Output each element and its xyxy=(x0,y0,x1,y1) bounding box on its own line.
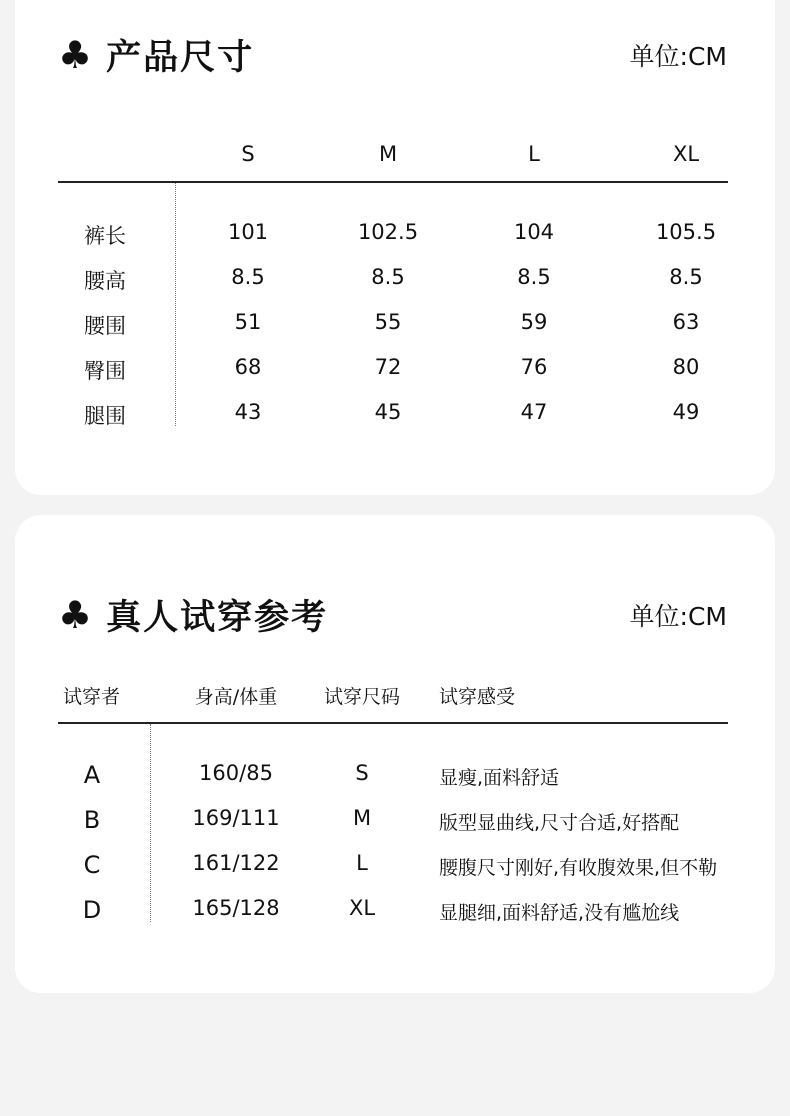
table-cell: 59 xyxy=(520,310,548,334)
table-cell: 68 xyxy=(234,355,262,379)
table-cell: 47 xyxy=(520,400,548,424)
table-row xyxy=(58,761,728,806)
table-cell: 49 xyxy=(672,400,700,424)
row-label: 臀围 xyxy=(84,359,126,383)
try-on-table-body xyxy=(58,724,728,941)
row-label: 腰高 xyxy=(84,269,126,293)
table-cell: 8.5 xyxy=(669,265,703,289)
person-cell: A xyxy=(83,761,101,789)
column-header-xl: XL xyxy=(672,142,700,166)
table-row xyxy=(58,355,728,400)
feeling-cell: 显腿细,面料舒适,没有尴尬线 xyxy=(439,902,680,924)
feeling-cell: 显瘦,面料舒适 xyxy=(439,767,560,789)
table-cell: 8.5 xyxy=(371,265,405,289)
table-cell: 80 xyxy=(672,355,700,379)
club-suit-icon: ♣ xyxy=(58,593,93,637)
size-table xyxy=(58,122,728,445)
feeling-cell: 腰腹尺寸刚好,有收腹效果,但不勒 xyxy=(439,857,718,879)
table-row xyxy=(58,220,728,265)
height-weight-cell: 161/122 xyxy=(192,851,280,875)
row-label: 裤长 xyxy=(84,224,126,248)
table-row xyxy=(58,400,728,445)
height-weight-cell: 160/85 xyxy=(199,761,273,785)
table-row xyxy=(58,896,728,941)
try-on-header xyxy=(58,590,727,640)
height-weight-cell: 169/111 xyxy=(192,806,280,830)
person-cell: C xyxy=(83,851,101,879)
column-header-size: 试穿尺码 xyxy=(323,686,401,708)
table-cell: 72 xyxy=(374,355,402,379)
size-chart-header xyxy=(58,30,727,80)
table-cell: 105.5 xyxy=(655,220,717,244)
table-row xyxy=(58,851,728,896)
column-header-feeling: 试穿感受 xyxy=(439,686,516,708)
try-on-title: 真人试穿参考 xyxy=(106,598,329,638)
column-header-height-weight: 身高/体重 xyxy=(194,686,278,708)
column-header-s: S xyxy=(241,142,255,166)
table-cell: 8.5 xyxy=(517,265,551,289)
size-cell: L xyxy=(356,851,368,875)
table-cell: 45 xyxy=(374,400,402,424)
column-header-person: 试穿者 xyxy=(63,686,121,708)
size-chart-title: 产品尺寸 xyxy=(106,38,255,78)
table-cell: 63 xyxy=(672,310,700,334)
table-cell: 76 xyxy=(520,355,548,379)
column-header-m: M xyxy=(378,142,398,166)
person-cell: D xyxy=(82,896,102,924)
try-on-card xyxy=(15,515,775,993)
column-header-l: L xyxy=(528,142,540,166)
table-row xyxy=(58,265,728,310)
size-cell: S xyxy=(355,761,369,785)
table-cell: 51 xyxy=(234,310,262,334)
table-cell: 101 xyxy=(227,220,269,244)
size-table-body xyxy=(58,183,728,445)
try-on-table xyxy=(58,679,728,941)
try-on-unit: 单位:CM xyxy=(629,602,727,631)
height-weight-cell: 165/128 xyxy=(192,896,280,920)
table-row xyxy=(58,806,728,851)
size-cell: M xyxy=(352,806,372,830)
table-cell: 43 xyxy=(234,400,262,424)
row-label: 腿围 xyxy=(84,404,126,428)
size-chart-unit: 单位:CM xyxy=(629,42,727,71)
table-cell: 102.5 xyxy=(357,220,419,244)
size-table-header xyxy=(58,122,728,183)
table-cell: 104 xyxy=(513,220,555,244)
club-suit-icon: ♣ xyxy=(58,33,93,77)
size-chart-card xyxy=(15,0,775,495)
row-label: 腰围 xyxy=(84,314,126,338)
table-cell: 55 xyxy=(374,310,402,334)
feeling-cell: 版型显曲线,尺寸合适,好搭配 xyxy=(439,812,680,834)
try-on-table-header xyxy=(58,679,728,724)
table-cell: 8.5 xyxy=(231,265,265,289)
person-cell: B xyxy=(83,806,101,834)
table-row xyxy=(58,310,728,355)
size-cell: XL xyxy=(348,896,376,920)
